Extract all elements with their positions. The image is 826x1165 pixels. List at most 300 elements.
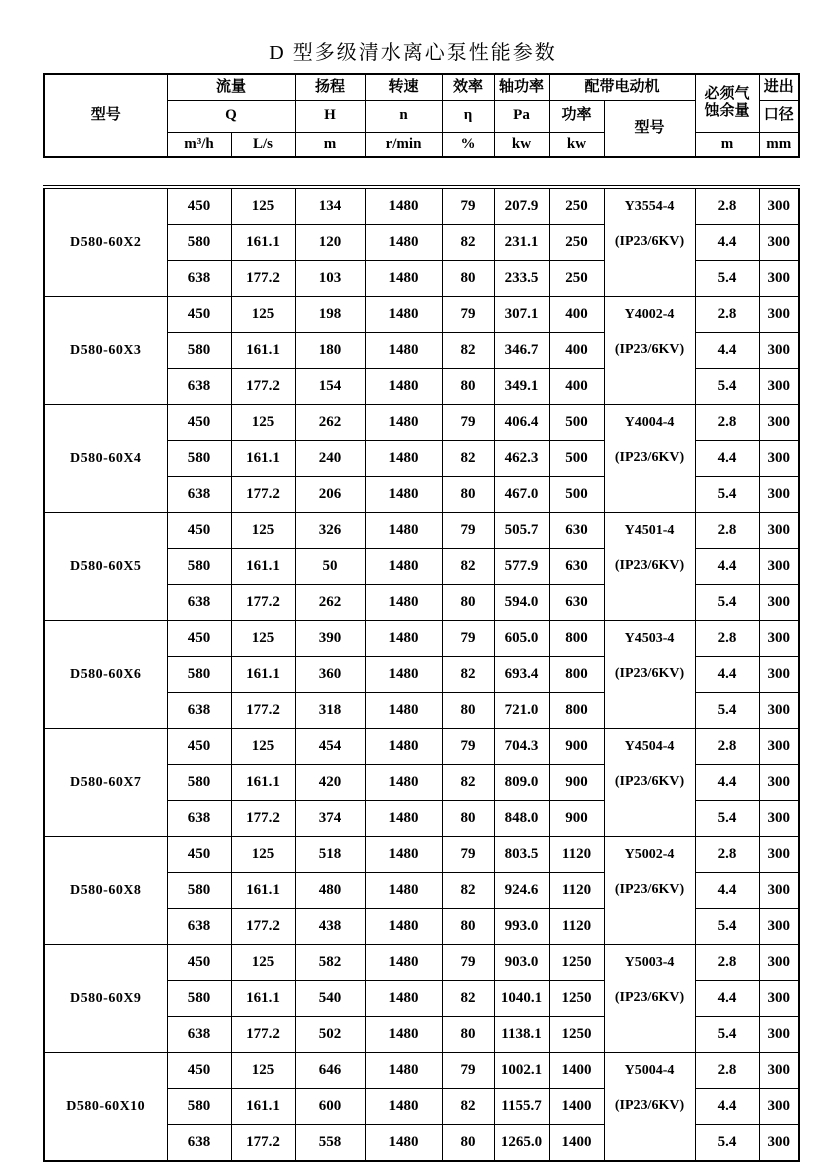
cell-efficiency: 79 xyxy=(442,405,494,441)
cell-shaft-power: 406.4 xyxy=(494,405,549,441)
cell-flow-m3h: 580 xyxy=(167,765,231,801)
cell-motor-power: 900 xyxy=(549,729,604,765)
motor-model-spec: (IP23/6KV) xyxy=(614,882,685,897)
cell-motor-power: 1400 xyxy=(549,1125,604,1162)
cell-flow-ls: 125 xyxy=(231,187,295,225)
cell-motor-power: 500 xyxy=(549,405,604,441)
cell-flow-m3h: 638 xyxy=(167,369,231,405)
cell-efficiency: 79 xyxy=(442,297,494,333)
pump-table-body xyxy=(44,187,799,1161)
cell-npsh: 5.4 xyxy=(695,369,759,405)
cell-bore: 300 xyxy=(759,801,799,837)
cell-shaft-power: 1002.1 xyxy=(494,1053,549,1089)
header-shaft-power: 轴功率 xyxy=(494,74,549,100)
cell-motor-power: 1250 xyxy=(549,1017,604,1053)
cell-shaft-power: 1138.1 xyxy=(494,1017,549,1053)
header-flow-symbol: Q xyxy=(167,100,295,132)
cell-shaft-power: 848.0 xyxy=(494,801,549,837)
motor-model-name: Y5002-4 xyxy=(624,847,675,862)
cell-flow-ls: 177.2 xyxy=(231,1017,295,1053)
cell-bore: 300 xyxy=(759,1053,799,1089)
cell-speed: 1480 xyxy=(365,945,442,981)
cell-bore: 300 xyxy=(759,1017,799,1053)
cell-shaft-power: 1265.0 xyxy=(494,1125,549,1162)
cell-shaft-power: 803.5 xyxy=(494,837,549,873)
pump-model: D580-60X6 xyxy=(44,621,167,729)
cell-flow-m3h: 638 xyxy=(167,477,231,513)
pump-model: D580-60X5 xyxy=(44,513,167,621)
cell-speed: 1480 xyxy=(365,621,442,657)
cell-flow-ls: 125 xyxy=(231,513,295,549)
cell-bore: 300 xyxy=(759,585,799,621)
cell-bore: 300 xyxy=(759,513,799,549)
cell-npsh: 5.4 xyxy=(695,801,759,837)
cell-motor-power: 1250 xyxy=(549,981,604,1017)
cell-head: 502 xyxy=(295,1017,365,1053)
header-flow: 流量 xyxy=(167,74,295,100)
cell-flow-m3h: 450 xyxy=(167,621,231,657)
cell-npsh: 2.8 xyxy=(695,1053,759,1089)
motor-model-name: Y4002-4 xyxy=(624,307,675,322)
cell-speed: 1480 xyxy=(365,765,442,801)
cell-flow-m3h: 580 xyxy=(167,1089,231,1125)
cell-speed: 1480 xyxy=(365,369,442,405)
cell-head: 420 xyxy=(295,765,365,801)
cell-efficiency: 79 xyxy=(442,513,494,549)
cell-flow-ls: 125 xyxy=(231,297,295,333)
unit-npsh: m xyxy=(695,132,759,157)
cell-head: 646 xyxy=(295,1053,365,1089)
cell-efficiency: 82 xyxy=(442,981,494,1017)
cell-flow-ls: 125 xyxy=(231,621,295,657)
cell-shaft-power: 349.1 xyxy=(494,369,549,405)
cell-speed: 1480 xyxy=(365,405,442,441)
cell-shaft-power: 231.1 xyxy=(494,225,549,261)
cell-speed: 1480 xyxy=(365,549,442,585)
cell-efficiency: 82 xyxy=(442,657,494,693)
header-speed-symbol: n xyxy=(365,100,442,132)
cell-flow-m3h: 638 xyxy=(167,261,231,297)
cell-speed: 1480 xyxy=(365,909,442,945)
cell-flow-ls: 161.1 xyxy=(231,225,295,261)
cell-npsh: 5.4 xyxy=(695,909,759,945)
cell-efficiency: 82 xyxy=(442,549,494,585)
cell-shaft-power: 1040.1 xyxy=(494,981,549,1017)
cell-shaft-power: 207.9 xyxy=(494,187,549,225)
motor-model-spec: (IP23/6KV) xyxy=(614,342,685,357)
cell-flow-m3h: 580 xyxy=(167,981,231,1017)
cell-head: 518 xyxy=(295,837,365,873)
header-npsh-line1: 必须气 xyxy=(704,86,750,102)
header-bore-line1: 进出 xyxy=(759,74,799,100)
motor-model-spec: (IP23/6KV) xyxy=(614,990,685,1005)
cell-speed: 1480 xyxy=(365,477,442,513)
cell-motor-power: 500 xyxy=(549,441,604,477)
motor-model-name: Y3554-4 xyxy=(624,199,675,214)
cell-efficiency: 82 xyxy=(442,765,494,801)
motor-model-spec: (IP23/6KV) xyxy=(614,774,685,789)
motor-model-spec: (IP23/6KV) xyxy=(614,1098,685,1113)
cell-speed: 1480 xyxy=(365,261,442,297)
unit-head: m xyxy=(295,132,365,157)
cell-head: 582 xyxy=(295,945,365,981)
cell-npsh: 5.4 xyxy=(695,585,759,621)
cell-speed: 1480 xyxy=(365,1125,442,1162)
cell-bore: 300 xyxy=(759,297,799,333)
unit-efficiency: % xyxy=(442,132,494,157)
cell-shaft-power: 605.0 xyxy=(494,621,549,657)
motor-model-name: Y4503-4 xyxy=(624,631,675,646)
cell-head: 154 xyxy=(295,369,365,405)
cell-shaft-power: 693.4 xyxy=(494,657,549,693)
cell-flow-ls: 125 xyxy=(231,945,295,981)
cell-npsh: 4.4 xyxy=(695,549,759,585)
cell-head: 326 xyxy=(295,513,365,549)
cell-head: 480 xyxy=(295,873,365,909)
table-row xyxy=(44,297,799,333)
cell-npsh: 4.4 xyxy=(695,333,759,369)
header-row-1 xyxy=(44,74,799,100)
cell-flow-ls: 177.2 xyxy=(231,585,295,621)
cell-npsh: 5.4 xyxy=(695,1017,759,1053)
cell-motor-power: 1400 xyxy=(549,1089,604,1125)
unit-flow-ls: L/s xyxy=(231,132,295,157)
table-row xyxy=(44,621,799,657)
cell-head: 454 xyxy=(295,729,365,765)
cell-bore: 300 xyxy=(759,657,799,693)
cell-head: 120 xyxy=(295,225,365,261)
cell-shaft-power: 233.5 xyxy=(494,261,549,297)
cell-efficiency: 80 xyxy=(442,1017,494,1053)
header-bore-line2: 口径 xyxy=(759,100,799,132)
cell-npsh: 2.8 xyxy=(695,405,759,441)
cell-speed: 1480 xyxy=(365,1053,442,1089)
motor-model-spec: (IP23/6KV) xyxy=(614,558,685,573)
cell-efficiency: 80 xyxy=(442,585,494,621)
cell-motor-power: 500 xyxy=(549,477,604,513)
cell-flow-m3h: 450 xyxy=(167,187,231,225)
cell-shaft-power: 467.0 xyxy=(494,477,549,513)
cell-npsh: 4.4 xyxy=(695,873,759,909)
cell-bore: 300 xyxy=(759,765,799,801)
cell-flow-ls: 161.1 xyxy=(231,873,295,909)
cell-flow-m3h: 450 xyxy=(167,729,231,765)
unit-flow-m3h: m³/h xyxy=(167,132,231,157)
cell-head: 318 xyxy=(295,693,365,729)
cell-efficiency: 82 xyxy=(442,441,494,477)
cell-speed: 1480 xyxy=(365,1017,442,1053)
cell-npsh: 2.8 xyxy=(695,837,759,873)
cell-npsh: 2.8 xyxy=(695,187,759,225)
cell-flow-ls: 177.2 xyxy=(231,693,295,729)
cell-motor-power: 1400 xyxy=(549,1053,604,1089)
cell-flow-m3h: 450 xyxy=(167,405,231,441)
motor-model-cell xyxy=(604,621,695,729)
cell-flow-ls: 177.2 xyxy=(231,369,295,405)
cell-motor-power: 1120 xyxy=(549,909,604,945)
cell-flow-m3h: 580 xyxy=(167,657,231,693)
cell-flow-ls: 125 xyxy=(231,837,295,873)
cell-efficiency: 82 xyxy=(442,1089,494,1125)
cell-flow-m3h: 450 xyxy=(167,513,231,549)
cell-motor-power: 800 xyxy=(549,657,604,693)
cell-npsh: 5.4 xyxy=(695,477,759,513)
cell-flow-m3h: 580 xyxy=(167,549,231,585)
cell-motor-power: 1120 xyxy=(549,837,604,873)
cell-flow-m3h: 638 xyxy=(167,585,231,621)
motor-model-spec: (IP23/6KV) xyxy=(614,234,685,249)
cell-head: 600 xyxy=(295,1089,365,1125)
cell-head: 558 xyxy=(295,1125,365,1162)
cell-flow-ls: 161.1 xyxy=(231,765,295,801)
motor-model-spec: (IP23/6KV) xyxy=(614,666,685,681)
cell-head: 360 xyxy=(295,657,365,693)
cell-speed: 1480 xyxy=(365,657,442,693)
cell-flow-ls: 125 xyxy=(231,1053,295,1089)
motor-model-cell xyxy=(604,187,695,297)
cell-flow-m3h: 450 xyxy=(167,297,231,333)
cell-motor-power: 800 xyxy=(549,693,604,729)
cell-head: 134 xyxy=(295,187,365,225)
cell-motor-power: 900 xyxy=(549,765,604,801)
table-row xyxy=(44,945,799,981)
header-npsh xyxy=(695,74,759,132)
cell-npsh: 5.4 xyxy=(695,261,759,297)
cell-flow-ls: 161.1 xyxy=(231,441,295,477)
cell-motor-power: 1250 xyxy=(549,945,604,981)
cell-motor-power: 400 xyxy=(549,297,604,333)
pump-model: D580-60X7 xyxy=(44,729,167,837)
cell-bore: 300 xyxy=(759,187,799,225)
cell-flow-m3h: 580 xyxy=(167,441,231,477)
cell-motor-power: 800 xyxy=(549,621,604,657)
cell-shaft-power: 924.6 xyxy=(494,873,549,909)
cell-flow-m3h: 450 xyxy=(167,945,231,981)
cell-bore: 300 xyxy=(759,945,799,981)
cell-bore: 300 xyxy=(759,261,799,297)
motor-model-name: Y4504-4 xyxy=(624,739,675,754)
motor-model-cell xyxy=(604,945,695,1053)
header-motor: 配带电动机 xyxy=(549,74,695,100)
cell-efficiency: 80 xyxy=(442,909,494,945)
cell-bore: 300 xyxy=(759,549,799,585)
pump-model: D580-60X4 xyxy=(44,405,167,513)
cell-flow-m3h: 580 xyxy=(167,333,231,369)
cell-head: 50 xyxy=(295,549,365,585)
cell-head: 180 xyxy=(295,333,365,369)
cell-head: 262 xyxy=(295,585,365,621)
cell-head: 206 xyxy=(295,477,365,513)
cell-bore: 300 xyxy=(759,369,799,405)
cell-efficiency: 79 xyxy=(442,1053,494,1089)
cell-shaft-power: 704.3 xyxy=(494,729,549,765)
pump-model: D580-60X3 xyxy=(44,297,167,405)
cell-flow-m3h: 580 xyxy=(167,873,231,909)
cell-speed: 1480 xyxy=(365,513,442,549)
table-row xyxy=(44,405,799,441)
cell-bore: 300 xyxy=(759,693,799,729)
cell-speed: 1480 xyxy=(365,693,442,729)
cell-efficiency: 82 xyxy=(442,873,494,909)
cell-shaft-power: 577.9 xyxy=(494,549,549,585)
cell-bore: 300 xyxy=(759,477,799,513)
cell-flow-m3h: 638 xyxy=(167,801,231,837)
cell-motor-power: 630 xyxy=(549,585,604,621)
header-head: 扬程 xyxy=(295,74,365,100)
header-head-symbol: H xyxy=(295,100,365,132)
cell-flow-ls: 161.1 xyxy=(231,981,295,1017)
cell-flow-ls: 177.2 xyxy=(231,1125,295,1162)
cell-flow-m3h: 638 xyxy=(167,909,231,945)
cell-bore: 300 xyxy=(759,225,799,261)
cell-speed: 1480 xyxy=(365,837,442,873)
cell-bore: 300 xyxy=(759,729,799,765)
table-row xyxy=(44,513,799,549)
cell-motor-power: 1120 xyxy=(549,873,604,909)
header-efficiency-symbol: η xyxy=(442,100,494,132)
cell-flow-ls: 177.2 xyxy=(231,909,295,945)
cell-bore: 300 xyxy=(759,1089,799,1125)
pump-model: D580-60X2 xyxy=(44,187,167,297)
cell-npsh: 2.8 xyxy=(695,945,759,981)
motor-model-cell xyxy=(604,1053,695,1162)
cell-speed: 1480 xyxy=(365,585,442,621)
cell-flow-ls: 161.1 xyxy=(231,657,295,693)
cell-flow-m3h: 450 xyxy=(167,837,231,873)
cell-motor-power: 250 xyxy=(549,225,604,261)
cell-efficiency: 80 xyxy=(442,693,494,729)
header-efficiency: 效率 xyxy=(442,74,494,100)
page-title: D 型多级清水离心泵性能参数 xyxy=(269,42,557,64)
cell-shaft-power: 903.0 xyxy=(494,945,549,981)
cell-npsh: 4.4 xyxy=(695,765,759,801)
cell-motor-power: 250 xyxy=(549,187,604,225)
unit-speed: r/min xyxy=(365,132,442,157)
cell-flow-m3h: 450 xyxy=(167,1053,231,1089)
motor-model-cell xyxy=(604,513,695,621)
header-speed: 转速 xyxy=(365,74,442,100)
cell-head: 198 xyxy=(295,297,365,333)
cell-head: 262 xyxy=(295,405,365,441)
cell-flow-ls: 177.2 xyxy=(231,261,295,297)
motor-model-name: Y5003-4 xyxy=(624,955,675,970)
cell-flow-m3h: 580 xyxy=(167,225,231,261)
cell-shaft-power: 993.0 xyxy=(494,909,549,945)
cell-npsh: 4.4 xyxy=(695,225,759,261)
pump-model: D580-60X9 xyxy=(44,945,167,1053)
cell-flow-ls: 125 xyxy=(231,405,295,441)
cell-efficiency: 80 xyxy=(442,261,494,297)
motor-model-name: Y5004-4 xyxy=(624,1063,675,1078)
cell-flow-ls: 161.1 xyxy=(231,1089,295,1125)
motor-model-spec: (IP23/6KV) xyxy=(614,450,685,465)
cell-flow-ls: 177.2 xyxy=(231,477,295,513)
cell-bore: 300 xyxy=(759,333,799,369)
cell-speed: 1480 xyxy=(365,873,442,909)
cell-flow-m3h: 638 xyxy=(167,693,231,729)
cell-npsh: 4.4 xyxy=(695,1089,759,1125)
cell-motor-power: 630 xyxy=(549,549,604,585)
cell-motor-power: 400 xyxy=(549,333,604,369)
cell-flow-m3h: 638 xyxy=(167,1017,231,1053)
cell-npsh: 4.4 xyxy=(695,981,759,1017)
cell-head: 540 xyxy=(295,981,365,1017)
cell-speed: 1480 xyxy=(365,981,442,1017)
cell-speed: 1480 xyxy=(365,333,442,369)
cell-head: 374 xyxy=(295,801,365,837)
cell-efficiency: 82 xyxy=(442,333,494,369)
cell-efficiency: 82 xyxy=(442,225,494,261)
unit-motor-power: kw xyxy=(549,132,604,157)
cell-shaft-power: 346.7 xyxy=(494,333,549,369)
unit-bore: mm xyxy=(759,132,799,157)
cell-speed: 1480 xyxy=(365,187,442,225)
cell-shaft-power: 721.0 xyxy=(494,693,549,729)
cell-efficiency: 80 xyxy=(442,1125,494,1162)
pump-model: D580-60X10 xyxy=(44,1053,167,1162)
pump-model: D580-60X8 xyxy=(44,837,167,945)
cell-motor-power: 400 xyxy=(549,369,604,405)
cell-motor-power: 630 xyxy=(549,513,604,549)
header-shaft-power-symbol: Pa xyxy=(494,100,549,132)
cell-motor-power: 900 xyxy=(549,801,604,837)
cell-flow-ls: 161.1 xyxy=(231,549,295,585)
cell-bore: 300 xyxy=(759,1125,799,1162)
cell-bore: 300 xyxy=(759,873,799,909)
cell-speed: 1480 xyxy=(365,801,442,837)
table-row xyxy=(44,187,799,225)
header-model: 型号 xyxy=(44,74,167,157)
motor-model-name: Y4004-4 xyxy=(624,415,675,430)
cell-head: 438 xyxy=(295,909,365,945)
cell-npsh: 2.8 xyxy=(695,513,759,549)
cell-efficiency: 79 xyxy=(442,945,494,981)
cell-speed: 1480 xyxy=(365,1089,442,1125)
cell-speed: 1480 xyxy=(365,729,442,765)
motor-model-name: Y4501-4 xyxy=(624,523,675,538)
cell-efficiency: 80 xyxy=(442,801,494,837)
motor-model-cell xyxy=(604,837,695,945)
cell-flow-ls: 125 xyxy=(231,729,295,765)
cell-efficiency: 80 xyxy=(442,369,494,405)
cell-efficiency: 79 xyxy=(442,729,494,765)
cell-bore: 300 xyxy=(759,837,799,873)
cell-shaft-power: 505.7 xyxy=(494,513,549,549)
table-row xyxy=(44,729,799,765)
cell-npsh: 2.8 xyxy=(695,621,759,657)
cell-shaft-power: 594.0 xyxy=(494,585,549,621)
cell-efficiency: 79 xyxy=(442,621,494,657)
motor-model-cell xyxy=(604,405,695,513)
header-motor-power: 功率 xyxy=(549,100,604,132)
header-npsh-line2: 蚀余量 xyxy=(704,103,750,120)
cell-npsh: 4.4 xyxy=(695,441,759,477)
cell-speed: 1480 xyxy=(365,441,442,477)
cell-npsh: 4.4 xyxy=(695,657,759,693)
table-row xyxy=(44,1053,799,1089)
cell-shaft-power: 1155.7 xyxy=(494,1089,549,1125)
cell-npsh: 5.4 xyxy=(695,693,759,729)
header-motor-model: 型号 xyxy=(604,100,695,157)
cell-npsh: 5.4 xyxy=(695,1125,759,1162)
motor-model-cell xyxy=(604,297,695,405)
spec-data-table xyxy=(43,185,800,1162)
cell-flow-ls: 177.2 xyxy=(231,801,295,837)
motor-model-cell xyxy=(604,729,695,837)
cell-bore: 300 xyxy=(759,621,799,657)
cell-efficiency: 79 xyxy=(442,187,494,225)
cell-npsh: 2.8 xyxy=(695,297,759,333)
